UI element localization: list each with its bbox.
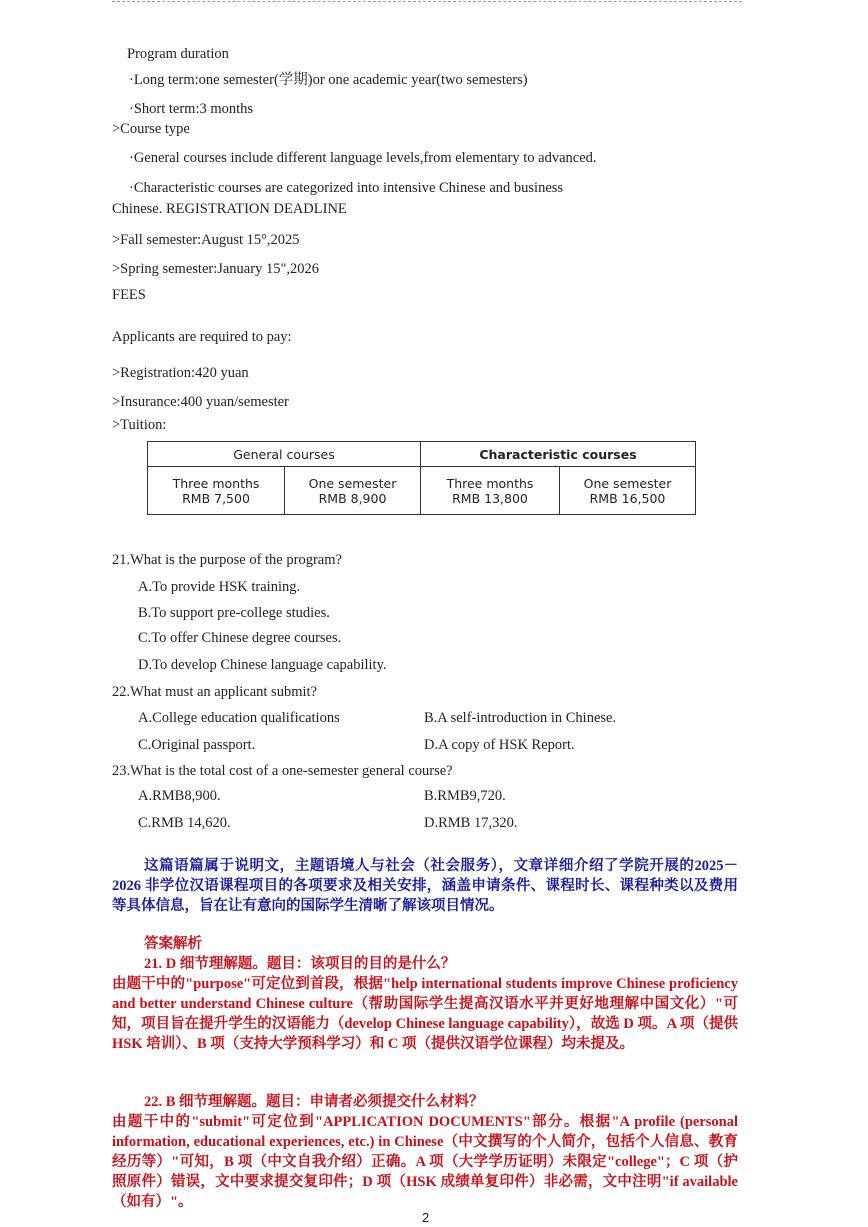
question-22: 22.What must an applicant submit?	[112, 684, 317, 700]
cell-price: RMB 16,500	[589, 490, 666, 506]
tuition-table-header-row	[148, 442, 696, 467]
q23-option-c: C.RMB 14,620.	[138, 815, 231, 831]
table-cell	[421, 467, 560, 515]
q21-option-c: C.To offer Chinese degree courses.	[138, 630, 342, 646]
header-rule	[112, 1, 742, 2]
characteristic-courses-line: ·Characteristic courses are categorized into intensive Chinese and business	[129, 180, 564, 196]
q22-option-c: C.Original passport.	[138, 737, 256, 753]
fees-heading: FEES	[112, 287, 146, 303]
characteristic-courses-header: Characteristic courses	[421, 442, 696, 467]
question-21: 21.What is the purpose of the program?	[112, 552, 342, 568]
insurance-fee: >Insurance:400 yuan/semester	[112, 394, 289, 410]
short-term-line: ·Short term:3 months	[129, 101, 254, 117]
passage-summary: 这篇语篇属于说明文，主题语境人与社会（社会服务），文章详细介绍了学院开展的2025－2026 非学位汉语课程项目的各项要求及相关安排，涵盖申请条件、课程时长、课程种类以及费用等具体信息，旨在让有意向的国际学生清晰了解该项目情况。	[112, 858, 738, 914]
q21-option-b: B.To support pre-college studies.	[138, 605, 330, 621]
answer-analysis-heading: 答案解析	[144, 936, 202, 952]
q23-option-b: B.RMB9,720.	[424, 788, 506, 804]
course-type-heading: >Course type	[112, 121, 190, 137]
q22-option-a: A.College education qualifications	[138, 710, 340, 726]
answer-22-explanation: 由题干中的"submit"可定位到"APPLICATION DOCUMENTS"部分。根据"A profile (personal information, educational experiences, etc.) in Chinese（中文撰写的个人简介，包括个人信息、教育经历等）"可知，B 项（中文自我介绍）正确。A 项（大学学历证明）未限定"college"；C 项（护照原件）错误，文中要求提交复印件；D 项（HSK 成绩单复印件）非必需，文中注明"if available（如有）"。	[112, 1114, 738, 1210]
q22-option-b: B.A self-introduction in Chinese.	[424, 710, 617, 726]
applicants-line: Applicants are required to pay:	[112, 329, 292, 345]
cell-label: Three months	[172, 475, 260, 491]
registration-deadline-line: Chinese. REGISTRATION DEADLINE	[112, 201, 347, 217]
tuition-table-row	[148, 467, 696, 515]
tuition-table	[147, 441, 696, 515]
general-courses-header: General courses	[148, 442, 421, 467]
q21-option-a: A.To provide HSK training.	[138, 579, 301, 595]
general-courses-line: ·General courses include different language levels,from elementary to advanced.	[129, 150, 597, 166]
registration-fee: >Registration:420 yuan	[112, 365, 249, 381]
table-cell	[285, 467, 421, 515]
q22-option-d: D.A copy of HSK Report.	[424, 737, 575, 753]
q23-option-a: A.RMB8,900.	[138, 788, 221, 804]
cell-label: Three months	[446, 475, 534, 491]
table-cell	[148, 467, 285, 515]
tuition-label: >Tuition:	[112, 417, 167, 433]
cell-label: One semester	[583, 475, 672, 491]
cell-label: One semester	[308, 475, 397, 491]
program-duration-heading: Program duration	[127, 46, 229, 62]
long-term-line: ·Long term:one semester(学期)or one academic year(two semesters)	[129, 72, 528, 88]
question-23: 23.What is the total cost of a one-semester general course?	[112, 763, 453, 779]
fall-deadline: >Fall semester:August 15°,2025	[112, 232, 300, 248]
answer-21-explanation: 由题干中的"purpose"可定位到首段，根据"help international students improve Chinese proficiency and better understand Chinese culture（帮助国际学生提高汉语水平并更好地理解中国文化）"可知，项目旨在提升学生的汉语能力（develop Chinese language capability），故选 D 项。A 项（提供 HSK 培训）、B 项（支持大学预科学习）和 C 项（提供汉语学位课程）均未提及。	[112, 976, 738, 1052]
answer-21-title: 21. D 细节理解题。题目：该项目的目的是什么？	[144, 956, 456, 972]
q21-option-d: D.To develop Chinese language capability.	[138, 657, 387, 673]
table-cell	[560, 467, 696, 515]
page-number: 2	[422, 1210, 430, 1225]
q23-option-d: D.RMB 17,320.	[424, 815, 518, 831]
cell-price: RMB 13,800	[452, 490, 528, 506]
cell-price: RMB 8,900	[318, 490, 387, 506]
answer-22-title: 22. B 细节理解题。题目：申请者必须提交什么材料？	[144, 1094, 484, 1110]
cell-price: RMB 7,500	[182, 490, 250, 506]
spring-deadline: >Spring semester:January 15",2026	[112, 261, 319, 277]
